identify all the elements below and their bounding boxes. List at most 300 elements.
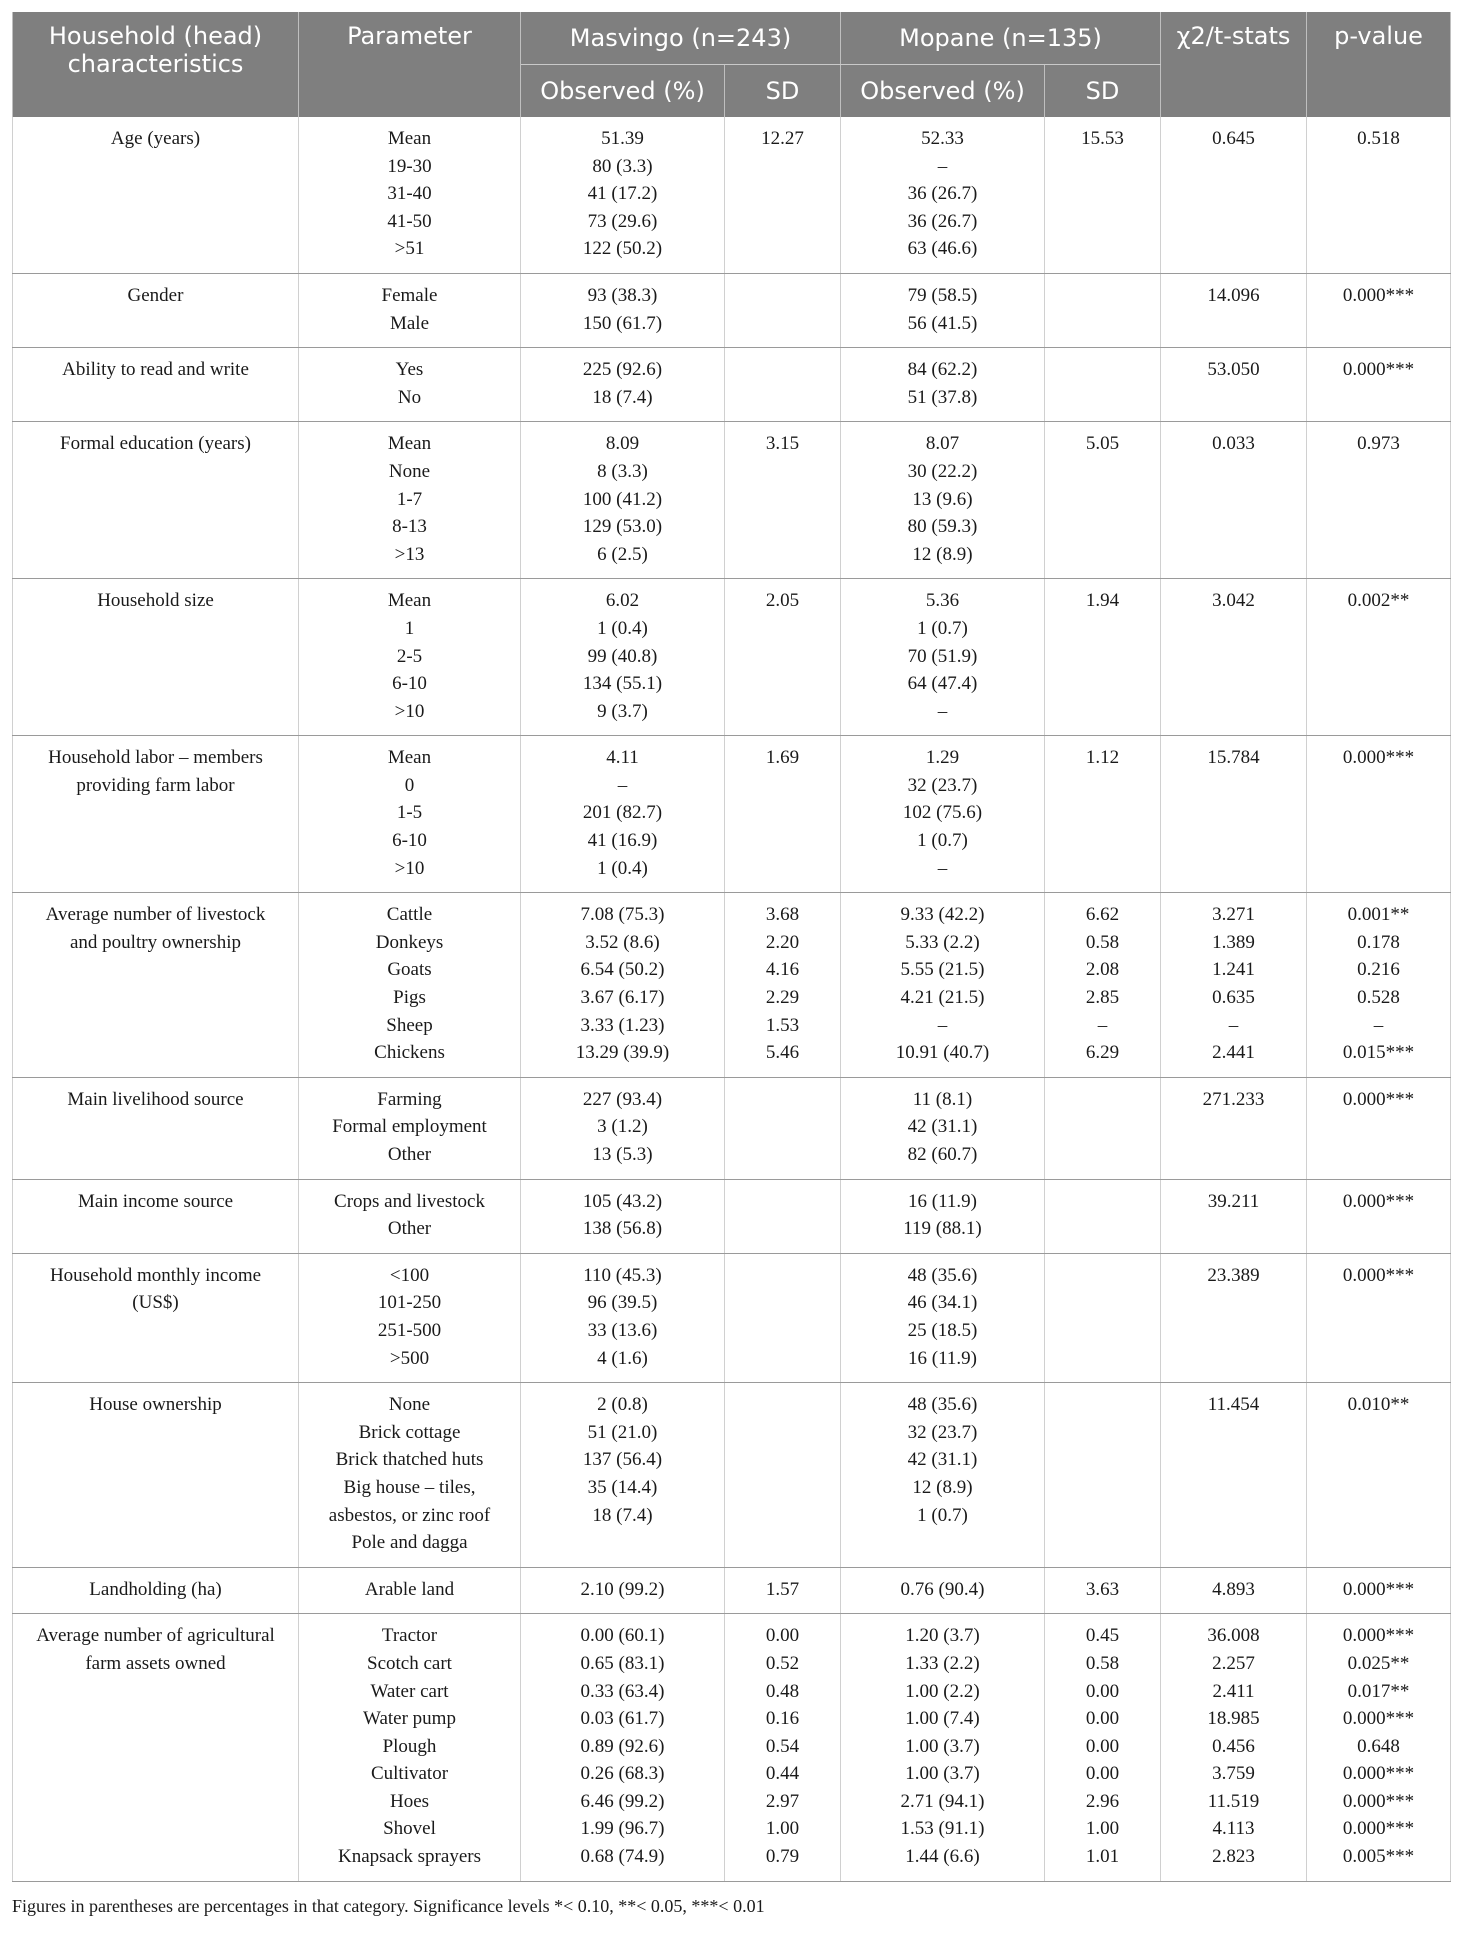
mopane-observed-cell: [841, 1077, 1045, 1179]
mopane-sd-cell: [1045, 893, 1161, 1078]
mopane-observed-cell: [841, 1383, 1045, 1568]
characteristic-line: and poultry ownership: [70, 931, 241, 953]
masvingo-sd-line: 0.54: [765, 1735, 800, 1757]
mopane-observed-line: 46 (34.1): [907, 1292, 978, 1314]
mopane-observed-cell: [841, 1614, 1045, 1881]
mopane-sd-line: 2.85: [1085, 987, 1120, 1009]
characteristic-line: Main livelihood source: [67, 1088, 244, 1110]
header-parameter: Parameter: [299, 12, 521, 117]
pvalue-line: 0.005***: [1342, 1846, 1415, 1868]
mopane-observed-line: 5.36: [925, 590, 960, 612]
mopane-observed-line: 30 (22.2): [907, 460, 978, 482]
parameter-line: None: [388, 460, 431, 482]
mopane-observed-cell: [841, 893, 1045, 1078]
mopane-observed-line: 16 (11.9): [908, 1347, 977, 1369]
pvalue-cell: [1307, 422, 1451, 579]
table-row: [13, 893, 1451, 1078]
pvalue-cell: [1307, 1179, 1451, 1253]
parameter-line: 251-500: [377, 1319, 442, 1341]
pvalue-line: 0.000***: [1342, 1708, 1415, 1730]
stat-cell: [1161, 1253, 1307, 1382]
parameter-line: Mean: [387, 747, 432, 769]
parameter-line: Cattle: [386, 904, 433, 926]
masvingo-observed-line: 6.02: [605, 590, 640, 612]
characteristic-line: Household monthly income: [49, 1264, 262, 1286]
stat-line: 0.456: [1212, 1735, 1255, 1757]
table-row: [13, 348, 1451, 422]
stat-cell: [1161, 1179, 1307, 1253]
stat-cell: [1161, 348, 1307, 422]
stat-line: 2.441: [1212, 1042, 1255, 1064]
characteristic-cell: [13, 1383, 299, 1568]
mopane-sd-line: 1.00: [1085, 1818, 1120, 1840]
masvingo-observed-line: 201 (82.7): [582, 802, 663, 824]
table-row: [13, 1077, 1451, 1179]
mopane-observed-line: 36 (26.7): [907, 210, 978, 232]
masvingo-observed-line: 2 (0.8): [597, 1394, 648, 1416]
parameter-line: 1: [404, 617, 415, 639]
pvalue-line: 0.216: [1357, 959, 1400, 981]
parameter-cell: [299, 1253, 521, 1382]
stat-line: 1.389: [1212, 931, 1255, 953]
mopane-observed-line: 12 (8.9): [912, 1476, 973, 1498]
stat-cell: [1161, 736, 1307, 893]
pvalue-cell: [1307, 1077, 1451, 1179]
pvalue-line: 0.025**: [1347, 1652, 1410, 1674]
masvingo-sd-line: 3.68: [765, 904, 800, 926]
masvingo-observed-line: 3.67 (6.17): [580, 987, 665, 1009]
masvingo-observed-line: 1 (0.4): [597, 857, 648, 879]
header-stat: χ2/t-stats: [1161, 12, 1307, 117]
masvingo-observed-cell: [521, 1614, 725, 1881]
pvalue-line: 0.000***: [1342, 1578, 1415, 1600]
characteristic-line: Household labor – members: [48, 747, 263, 769]
parameter-line: asbestos, or zinc roof: [328, 1504, 491, 1526]
characteristic-line: Landholding (ha): [89, 1578, 222, 1600]
stat-cell: [1161, 893, 1307, 1078]
parameter-line: None: [388, 1394, 431, 1416]
mopane-sd-cell: [1045, 1383, 1161, 1568]
masvingo-sd-cell: [725, 1253, 841, 1382]
characteristic-line: Formal education (years): [60, 433, 251, 455]
table-row: [13, 117, 1451, 273]
parameter-cell: [299, 1179, 521, 1253]
mopane-observed-cell: [841, 579, 1045, 736]
parameter-line: Sheep: [386, 1014, 433, 1036]
stat-line: 4.893: [1212, 1578, 1255, 1600]
mopane-observed-line: 2.71 (94.1): [900, 1790, 985, 1812]
masvingo-sd-line: 2.97: [765, 1790, 800, 1812]
mopane-observed-line: 84 (62.2): [907, 359, 978, 381]
masvingo-observed-line: 2.10 (99.2): [580, 1578, 665, 1600]
pvalue-line: 0.000***: [1342, 1088, 1415, 1110]
mopane-sd-line: 1.94: [1085, 590, 1120, 612]
masvingo-observed-line: 6 (2.5): [597, 543, 648, 565]
stat-line: 3.271: [1212, 904, 1255, 926]
parameter-line: <100: [389, 1264, 430, 1286]
stat-line: 3.759: [1212, 1763, 1255, 1785]
pvalue-line: 0.000***: [1342, 1790, 1415, 1812]
stat-line: 23.389: [1207, 1264, 1260, 1286]
characteristic-cell: [13, 117, 299, 273]
mopane-sd-cell: [1045, 348, 1161, 422]
mopane-observed-line: 4.21 (21.5): [900, 987, 985, 1009]
mopane-sd-line: 3.63: [1085, 1578, 1120, 1600]
table-header: [13, 12, 1451, 117]
mopane-observed-line: 52.33: [921, 128, 964, 149]
parameter-line: 2-5: [396, 645, 423, 667]
masvingo-sd-line: 2.05: [765, 590, 800, 612]
table-row: [13, 273, 1451, 347]
header-mopane: Mopane (n=135): [841, 12, 1161, 65]
header-masvingo: Masvingo (n=243): [521, 12, 841, 65]
masvingo-sd-line: 0.48: [765, 1680, 800, 1702]
table-row: [13, 1383, 1451, 1568]
characteristic-cell: [13, 1253, 299, 1382]
mopane-observed-line: 119 (88.1): [903, 1218, 982, 1240]
masvingo-sd-cell: [725, 1383, 841, 1568]
mopane-sd-cell: [1045, 1567, 1161, 1614]
parameter-line: Pole and dagga: [351, 1532, 468, 1554]
mopane-observed-line: 1 (0.7): [917, 830, 968, 852]
mopane-sd-cell: [1045, 1077, 1161, 1179]
mopane-sd-line: 0.00: [1085, 1680, 1120, 1702]
masvingo-observed-line: 33 (13.6): [587, 1319, 658, 1341]
mopane-observed-line: 1 (0.7): [917, 617, 968, 639]
mopane-sd-line: 1.01: [1085, 1846, 1120, 1868]
masvingo-observed-line: 150 (61.7): [582, 312, 663, 334]
table-row: [13, 422, 1451, 579]
mopane-sd-line: 0.58: [1085, 931, 1120, 953]
pvalue-cell: [1307, 579, 1451, 736]
stat-cell: [1161, 1077, 1307, 1179]
masvingo-observed-line: 41 (17.2): [587, 183, 658, 205]
masvingo-observed-line: 138 (56.8): [582, 1218, 663, 1240]
masvingo-observed-line: 137 (56.4): [582, 1449, 663, 1471]
mopane-sd-cell: [1045, 736, 1161, 893]
masvingo-observed-cell: [521, 1253, 725, 1382]
mopane-observed-line: 9.33 (42.2): [900, 904, 985, 926]
parameter-line: Big house – tiles,: [343, 1476, 476, 1498]
mopane-observed-line: –: [937, 700, 948, 722]
header-characteristic: Household (head) characteristics: [13, 12, 299, 117]
masvingo-observed-cell: [521, 1567, 725, 1614]
masvingo-sd-line: 0.52: [765, 1652, 800, 1674]
characteristic-line: farm assets owned: [85, 1652, 226, 1674]
mopane-observed-line: 25 (18.5): [907, 1319, 978, 1341]
masvingo-sd-line: 5.46: [765, 1042, 800, 1064]
mopane-observed-line: 82 (60.7): [907, 1144, 978, 1165]
mopane-sd-cell: [1045, 1614, 1161, 1881]
stat-line: 0.635: [1212, 987, 1255, 1009]
mopane-sd-cell: [1045, 579, 1161, 736]
pvalue-cell: [1307, 348, 1451, 422]
stat-cell: [1161, 422, 1307, 579]
characteristic-line: providing farm labor: [76, 774, 235, 796]
masvingo-observed-line: 80 (3.3): [592, 155, 653, 177]
mopane-observed-line: 1.00 (2.2): [905, 1680, 980, 1702]
stat-line: 1.241: [1212, 959, 1255, 981]
masvingo-sd-line: 0.79: [765, 1846, 800, 1868]
characteristic-line: Ability to read and write: [62, 359, 249, 381]
parameter-line: 1-5: [396, 802, 423, 824]
mopane-observed-line: 10.91 (40.7): [895, 1042, 990, 1064]
stat-line: 14.096: [1207, 284, 1260, 306]
parameter-line: Goats: [387, 959, 432, 981]
stat-line: 0.645: [1212, 128, 1255, 149]
mopane-observed-cell: [841, 1567, 1045, 1614]
mopane-observed-line: 1 (0.7): [917, 1504, 968, 1526]
mopane-observed-line: 13 (9.6): [912, 488, 973, 510]
characteristic-line: House ownership: [89, 1394, 222, 1416]
mopane-observed-cell: [841, 1253, 1045, 1382]
masvingo-observed-line: 8 (3.3): [597, 460, 648, 482]
parameter-cell: [299, 1383, 521, 1568]
masvingo-observed-line: –: [617, 774, 628, 796]
parameter-cell: [299, 579, 521, 736]
mopane-observed-line: 80 (59.3): [907, 516, 978, 538]
stat-line: 0.033: [1212, 433, 1255, 455]
masvingo-observed-line: 134 (55.1): [582, 673, 663, 695]
stat-cell: [1161, 117, 1307, 273]
mopane-observed-line: 36 (26.7): [907, 183, 978, 205]
masvingo-observed-line: 9 (3.7): [597, 700, 648, 722]
parameter-cell: [299, 893, 521, 1078]
parameter-line: Arable land: [364, 1578, 455, 1600]
mopane-observed-line: 63 (46.6): [907, 238, 978, 260]
parameter-cell: [299, 1614, 521, 1881]
table-row: [13, 1179, 1451, 1253]
table-row: [13, 579, 1451, 736]
stat-cell: [1161, 1614, 1307, 1881]
pvalue-line: 0.010**: [1347, 1394, 1410, 1416]
characteristic-line: Gender: [127, 284, 184, 306]
parameter-line: Pigs: [393, 987, 426, 1009]
masvingo-sd-cell: [725, 579, 841, 736]
pvalue-line: 0.002**: [1347, 590, 1410, 612]
stat-line: 15.784: [1207, 747, 1260, 769]
parameter-cell: [299, 736, 521, 893]
table-row: [13, 1253, 1451, 1382]
masvingo-observed-line: 1.99 (96.7): [580, 1818, 665, 1840]
mopane-observed-line: 1.33 (2.2): [905, 1652, 980, 1674]
parameter-cell: [299, 422, 521, 579]
masvingo-sd-line: 12.27: [761, 128, 804, 149]
stat-line: 11.454: [1207, 1394, 1260, 1416]
pvalue-line: 0.000***: [1342, 1625, 1415, 1647]
masvingo-observed-line: 73 (29.6): [587, 210, 658, 232]
mopane-sd-cell: [1045, 1253, 1161, 1382]
pvalue-line: 0.000***: [1342, 1818, 1415, 1840]
mopane-sd-line: 15.53: [1081, 128, 1124, 149]
masvingo-observed-line: 1 (0.4): [597, 617, 648, 639]
mopane-observed-cell: [841, 348, 1045, 422]
stat-line: 4.113: [1212, 1818, 1255, 1840]
masvingo-sd-line: 4.16: [765, 959, 800, 981]
masvingo-observed-line: 35 (14.4): [587, 1476, 658, 1498]
stat-line: 3.042: [1212, 590, 1255, 612]
mopane-sd-cell: [1045, 422, 1161, 579]
mopane-observed-line: 11 (8.1): [912, 1088, 973, 1110]
mopane-sd-line: 1.12: [1085, 747, 1120, 769]
parameter-line: >10: [394, 857, 425, 879]
stat-line: 18.985: [1207, 1708, 1260, 1730]
parameter-line: 0: [404, 774, 415, 796]
mopane-observed-line: 70 (51.9): [907, 645, 978, 667]
masvingo-observed-line: 0.00 (60.1): [580, 1625, 665, 1647]
parameter-line: No: [397, 386, 422, 408]
pvalue-line: 0.000***: [1342, 747, 1415, 769]
pvalue-line: 0.015***: [1342, 1042, 1415, 1064]
mopane-observed-cell: [841, 736, 1045, 893]
masvingo-sd-cell: [725, 422, 841, 579]
mopane-observed-cell: [841, 117, 1045, 273]
masvingo-sd-cell: [725, 736, 841, 893]
table-row: [13, 1614, 1451, 1881]
mopane-observed-line: –: [937, 155, 948, 177]
mopane-observed-cell: [841, 1179, 1045, 1253]
masvingo-observed-line: 99 (40.8): [587, 645, 658, 667]
characteristic-line: Average number of agricultural: [36, 1625, 275, 1647]
characteristic-cell: [13, 1567, 299, 1614]
masvingo-sd-cell: [725, 893, 841, 1078]
header-masvingo-sd: SD: [725, 65, 841, 118]
parameter-line: 31-40: [387, 183, 432, 205]
parameter-line: 6-10: [392, 673, 427, 695]
masvingo-observed-line: 227 (93.4): [582, 1088, 663, 1110]
parameter-cell: [299, 117, 521, 273]
pvalue-line: 0.528: [1357, 987, 1400, 1009]
characteristic-cell: [13, 1614, 299, 1881]
parameter-cell: [299, 273, 521, 347]
characteristic-cell: [13, 1077, 299, 1179]
parameter-line: Tractor: [381, 1625, 438, 1647]
masvingo-sd-line: 1.00: [765, 1818, 800, 1840]
masvingo-observed-line: 3 (1.2): [597, 1116, 648, 1138]
pvalue-line: 0.017**: [1347, 1680, 1410, 1702]
mopane-observed-line: 1.00 (3.7): [905, 1735, 980, 1757]
masvingo-sd-line: 0.00: [765, 1625, 800, 1647]
parameter-line: Male: [389, 312, 430, 334]
mopane-observed-line: 1.00 (7.4): [905, 1708, 980, 1730]
masvingo-sd-line: 2.20: [765, 931, 800, 953]
masvingo-observed-line: 0.65 (83.1): [580, 1652, 665, 1674]
parameter-line: Other: [387, 1218, 432, 1240]
mopane-observed-line: 42 (31.1): [907, 1449, 978, 1471]
mopane-observed-line: 51 (37.8): [907, 386, 978, 408]
parameter-cell: [299, 1077, 521, 1179]
stat-line: 2.823: [1212, 1846, 1255, 1868]
header-pvalue: p-value: [1307, 12, 1451, 117]
mopane-observed-line: 48 (35.6): [907, 1394, 978, 1416]
mopane-observed-line: 42 (31.1): [907, 1116, 978, 1138]
parameter-line: >500: [389, 1347, 430, 1369]
masvingo-observed-line: 4.11: [606, 747, 639, 769]
mopane-observed-cell: [841, 273, 1045, 347]
pvalue-cell: [1307, 1253, 1451, 1382]
mopane-observed-line: 79 (58.5): [907, 284, 978, 306]
stat-cell: [1161, 273, 1307, 347]
masvingo-observed-line: 100 (41.2): [582, 488, 663, 510]
parameter-line: Water cart: [370, 1680, 449, 1702]
mopane-sd-cell: [1045, 273, 1161, 347]
parameter-line: >10: [394, 700, 425, 722]
parameter-line: Brick thatched huts: [335, 1449, 484, 1471]
parameter-line: Water pump: [363, 1708, 456, 1730]
parameter-line: 6-10: [392, 830, 427, 852]
mopane-sd-line: 0.00: [1085, 1708, 1120, 1730]
characteristic-cell: [13, 579, 299, 736]
masvingo-observed-line: 51.39: [601, 128, 644, 149]
pvalue-cell: [1307, 1614, 1451, 1881]
masvingo-observed-line: 0.33 (63.4): [580, 1680, 665, 1702]
household-characteristics-table: [12, 12, 1451, 1882]
masvingo-observed-cell: [521, 1383, 725, 1568]
parameter-line: >51: [394, 238, 425, 260]
masvingo-sd-cell: [725, 273, 841, 347]
masvingo-observed-line: 122 (50.2): [582, 238, 663, 260]
masvingo-observed-cell: [521, 348, 725, 422]
mopane-observed-line: 1.20 (3.7): [905, 1625, 980, 1647]
parameter-line: Donkeys: [375, 931, 444, 953]
characteristic-cell: [13, 422, 299, 579]
masvingo-observed-cell: [521, 893, 725, 1078]
stat-line: 39.211: [1207, 1190, 1260, 1212]
mopane-observed-line: 32 (23.7): [907, 1421, 978, 1443]
mopane-observed-line: –: [937, 857, 948, 879]
stat-line: 11.519: [1207, 1790, 1260, 1812]
characteristic-cell: [13, 893, 299, 1078]
stat-line: –: [1228, 1014, 1239, 1036]
masvingo-observed-line: 129 (53.0): [582, 516, 663, 538]
mopane-sd-line: 0.00: [1085, 1735, 1120, 1757]
masvingo-sd-line: 1.53: [765, 1014, 800, 1036]
table-container: [12, 12, 1450, 1917]
masvingo-observed-cell: [521, 736, 725, 893]
masvingo-sd-cell: [725, 348, 841, 422]
parameter-line: Mean: [387, 128, 432, 149]
parameter-line: 101-250: [377, 1292, 442, 1314]
mopane-observed-line: 48 (35.6): [907, 1264, 978, 1286]
pvalue-line: 0.000***: [1342, 284, 1415, 306]
mopane-sd-line: 0.45: [1085, 1625, 1120, 1647]
masvingo-observed-cell: [521, 273, 725, 347]
masvingo-sd-cell: [725, 1614, 841, 1881]
parameter-line: Mean: [387, 433, 432, 455]
mopane-observed-cell: [841, 422, 1045, 579]
mopane-sd-line: 6.29: [1085, 1042, 1120, 1064]
pvalue-cell: [1307, 893, 1451, 1078]
pvalue-line: 0.973: [1357, 433, 1400, 455]
masvingo-observed-line: 3.52 (8.6): [585, 931, 660, 953]
mopane-sd-line: 5.05: [1085, 433, 1120, 455]
parameter-line: 19-30: [387, 155, 432, 177]
mopane-sd-line: –: [1097, 1014, 1108, 1036]
pvalue-line: 0.648: [1357, 1735, 1400, 1757]
parameter-line: Other: [387, 1144, 432, 1165]
stat-line: 2.411: [1212, 1680, 1255, 1702]
mopane-sd-line: 0.58: [1085, 1652, 1120, 1674]
masvingo-observed-line: 13 (5.3): [592, 1144, 653, 1165]
masvingo-observed-cell: [521, 422, 725, 579]
masvingo-sd-cell: [725, 1179, 841, 1253]
masvingo-observed-line: 4 (1.6): [597, 1347, 648, 1369]
masvingo-observed-line: 3.33 (1.23): [580, 1014, 665, 1036]
characteristic-line: Household size: [97, 590, 214, 612]
stat-cell: [1161, 1383, 1307, 1568]
masvingo-observed-cell: [521, 117, 725, 273]
stat-line: 53.050: [1207, 359, 1260, 381]
